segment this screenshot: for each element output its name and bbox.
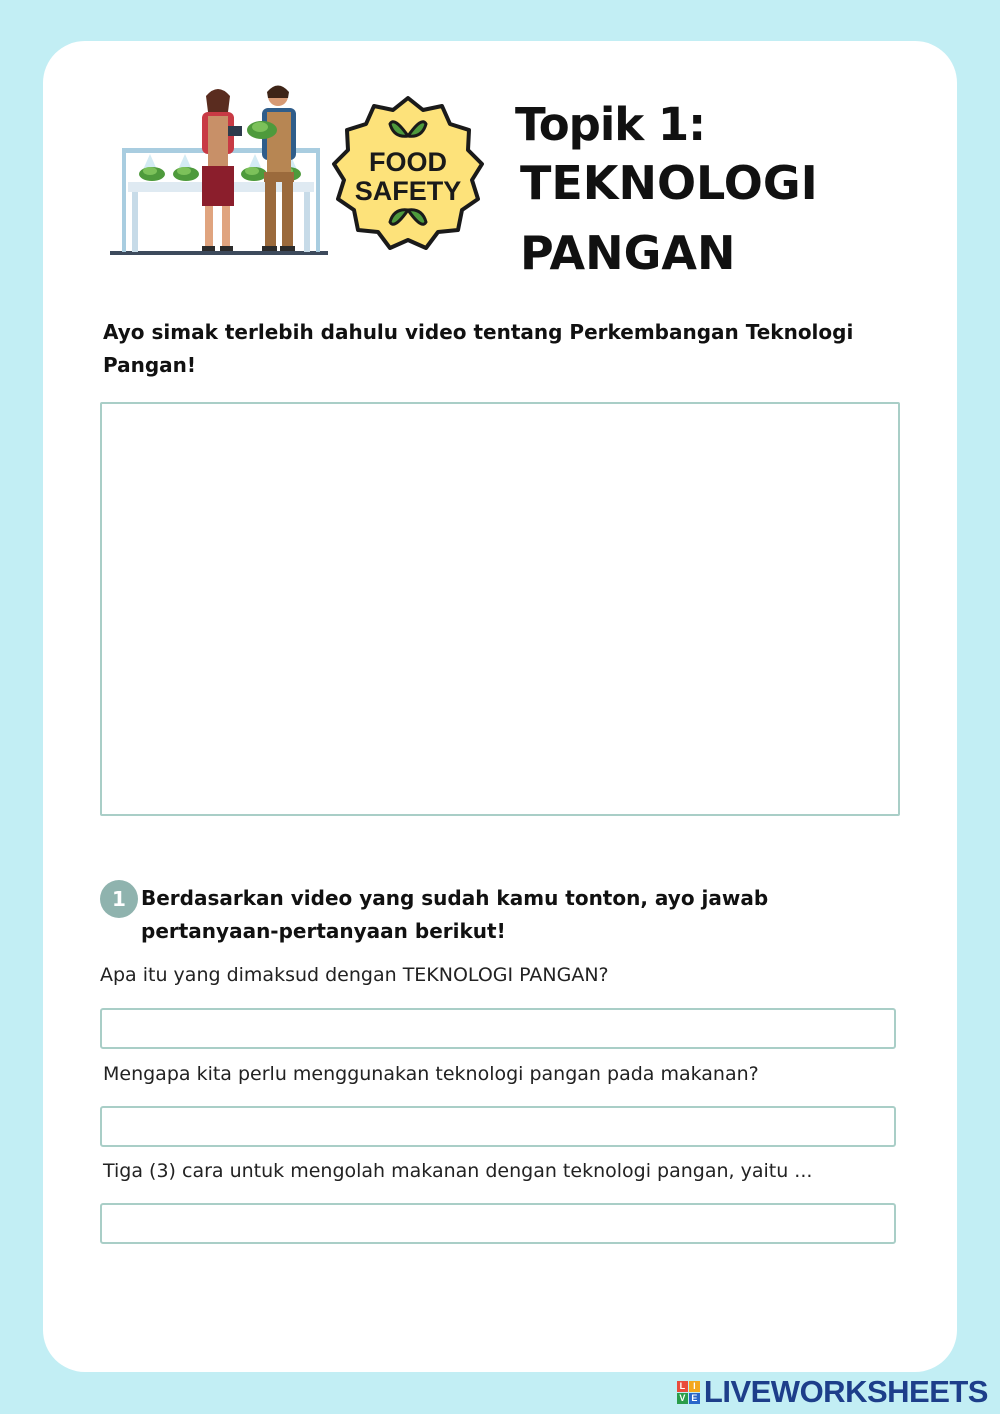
answer-1-input[interactable] xyxy=(100,1008,896,1049)
badge-line-2: SAFETY xyxy=(354,176,462,206)
question-2-text: Mengapa kita perlu menggunakan teknologi pangan pada makanan? xyxy=(103,1063,759,1085)
topic-subtitle xyxy=(520,148,818,288)
food-safety-badge xyxy=(328,94,488,259)
video-embed-frame[interactable] xyxy=(100,402,900,816)
question-1-text: Apa itu yang dimaksud dengan TEKNOLOGI PANGAN? xyxy=(100,964,609,986)
liveworksheets-logo[interactable] xyxy=(677,1374,988,1410)
topic-subtitle-line-2: PANGAN xyxy=(520,226,736,280)
answer-2-input[interactable] xyxy=(100,1106,896,1147)
section-heading: Berdasarkan video yang sudah kamu tonton, ayo jawab pertanyaan-pertanyaan berikut! xyxy=(141,886,769,943)
answer-3-input[interactable] xyxy=(100,1203,896,1244)
badge-line-1: FOOD xyxy=(369,147,447,177)
hydroponic-workers-illustration xyxy=(110,82,330,262)
live-letter-i: I xyxy=(689,1381,700,1392)
topic-title: Topik 1: xyxy=(515,98,706,151)
live-letter-v: V xyxy=(677,1393,688,1404)
live-grid-icon xyxy=(677,1381,700,1404)
intro-instruction: Ayo simak terlebih dahulu video tentang Perkembangan Teknologi Pangan! xyxy=(103,320,854,377)
section-number-badge: 1 xyxy=(100,880,138,918)
brand-name: LIVEWORKSHEETS xyxy=(703,1374,988,1409)
question-3-text: Tiga (3) cara untuk mengolah makanan dengan teknologi pangan, yaitu ... xyxy=(103,1160,813,1182)
live-letter-e: E xyxy=(689,1393,700,1404)
live-letter-l: L xyxy=(677,1381,688,1392)
topic-subtitle-line-1: TEKNOLOGI xyxy=(520,156,818,210)
